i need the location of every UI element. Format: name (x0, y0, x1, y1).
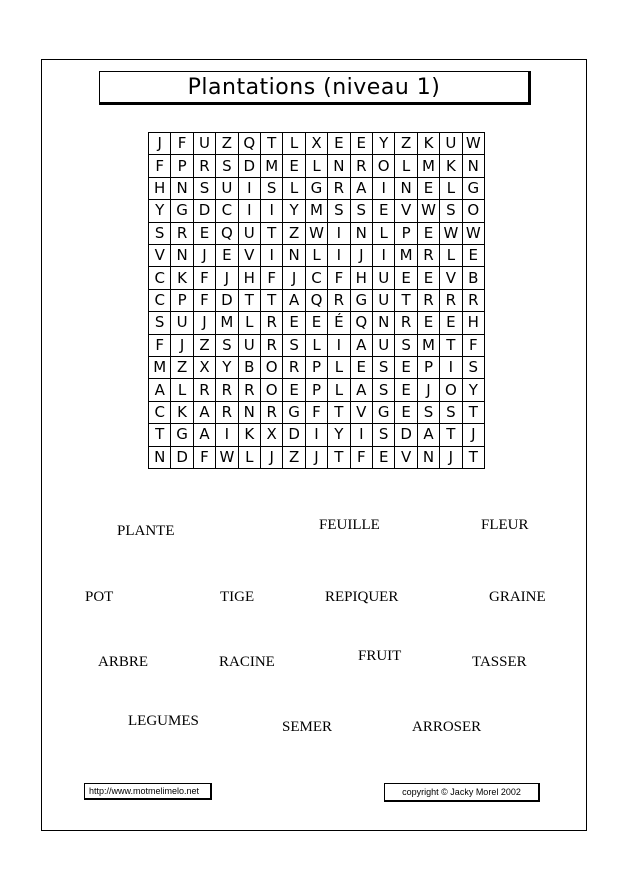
grid-cell: U (440, 133, 462, 155)
grid-cell: P (395, 223, 417, 245)
grid-cell: I (216, 424, 238, 446)
grid-cell: B (239, 357, 261, 379)
grid-cell: T (440, 424, 462, 446)
grid-cell: N (463, 155, 485, 177)
grid-cell: F (194, 290, 216, 312)
grid-cell: D (171, 447, 193, 469)
grid-cell: B (463, 267, 485, 289)
grid-cell: W (418, 200, 440, 222)
grid-cell: E (395, 379, 417, 401)
grid-cell: M (306, 200, 328, 222)
grid-cell: A (351, 335, 373, 357)
grid-cell: H (149, 178, 171, 200)
grid-cell: J (171, 335, 193, 357)
grid-cell: S (440, 402, 462, 424)
grid-cell: D (216, 290, 238, 312)
grid-cell: M (395, 245, 417, 267)
grid-cell: T (261, 223, 283, 245)
grid-cell: L (440, 178, 462, 200)
grid-cell: Z (283, 447, 305, 469)
grid-cell: U (373, 267, 395, 289)
grid-cell: F (306, 402, 328, 424)
grid-cell: S (373, 424, 395, 446)
word-graine: GRAINE (489, 589, 546, 605)
grid-cell: R (261, 402, 283, 424)
grid-cell: G (171, 200, 193, 222)
grid-cell: Z (283, 223, 305, 245)
grid-cell: G (373, 402, 395, 424)
grid-cell: U (216, 178, 238, 200)
grid-cell: E (283, 312, 305, 334)
grid-cell: D (395, 424, 417, 446)
grid-cell: É (328, 312, 350, 334)
grid-cell: E (463, 245, 485, 267)
grid-cell: U (239, 223, 261, 245)
grid-cell: P (171, 155, 193, 177)
grid-cell: W (216, 447, 238, 469)
grid-cell: L (395, 155, 417, 177)
grid-cell: R (328, 178, 350, 200)
grid-cell: R (463, 290, 485, 312)
grid-cell: A (351, 178, 373, 200)
grid-cell: T (395, 290, 417, 312)
grid-cell: O (373, 155, 395, 177)
grid-cell: J (194, 312, 216, 334)
grid-cell: M (261, 155, 283, 177)
grid-cell: S (261, 178, 283, 200)
grid-cell: M (418, 335, 440, 357)
grid-cell: O (261, 379, 283, 401)
grid-cell: I (440, 357, 462, 379)
grid-cell: E (418, 267, 440, 289)
grid-cell: D (239, 155, 261, 177)
grid-cell: E (194, 223, 216, 245)
grid-cell: K (418, 133, 440, 155)
grid-cell: P (306, 379, 328, 401)
word-tige: TIGE (220, 589, 255, 605)
grid-cell: L (373, 223, 395, 245)
word-search-grid (148, 132, 485, 469)
grid-cell: H (351, 267, 373, 289)
grid-cell: R (261, 335, 283, 357)
grid-cell: T (328, 402, 350, 424)
grid-cell: U (171, 312, 193, 334)
grid-cell: R (395, 312, 417, 334)
grid-cell: I (328, 335, 350, 357)
grid-cell: V (395, 200, 417, 222)
grid-cell: P (306, 357, 328, 379)
grid-cell: V (440, 267, 462, 289)
grid-cell: R (418, 245, 440, 267)
grid-cell: E (418, 223, 440, 245)
grid-cell: S (373, 357, 395, 379)
grid-cell: J (283, 267, 305, 289)
grid-cell: O (440, 379, 462, 401)
grid-cell: Z (194, 335, 216, 357)
grid-cell: E (306, 312, 328, 334)
grid-cell: K (171, 402, 193, 424)
grid-cell: X (194, 357, 216, 379)
grid-cell: K (171, 267, 193, 289)
grid-cell: I (239, 200, 261, 222)
grid-cell: J (440, 447, 462, 469)
grid-cell: S (194, 178, 216, 200)
grid-cell: E (395, 357, 417, 379)
grid-cell: V (149, 245, 171, 267)
grid-cell: S (328, 200, 350, 222)
word-fruit: FRUIT (358, 648, 402, 664)
grid-cell: I (261, 245, 283, 267)
word-tasser: TASSER (472, 654, 527, 670)
word-semer: SEMER (282, 719, 333, 735)
grid-cell: Y (216, 357, 238, 379)
grid-cell: R (216, 379, 238, 401)
grid-cell: Z (395, 133, 417, 155)
grid-cell: O (261, 357, 283, 379)
grid-cell: N (328, 155, 350, 177)
grid-cell: O (463, 200, 485, 222)
grid-cell: C (149, 290, 171, 312)
grid-cell: G (306, 178, 328, 200)
grid-cell: I (328, 245, 350, 267)
grid-cell: N (171, 245, 193, 267)
grid-cell: L (328, 357, 350, 379)
word-racine: RACINE (219, 654, 275, 670)
grid-cell: Y (149, 200, 171, 222)
grid-cell: E (373, 200, 395, 222)
word-fleur: FLEUR (481, 517, 529, 533)
grid-cell: M (149, 357, 171, 379)
grid-cell: F (194, 447, 216, 469)
grid-cell: J (194, 245, 216, 267)
grid-cell: E (283, 379, 305, 401)
grid-cell: S (149, 223, 171, 245)
grid-cell: E (283, 155, 305, 177)
grid-cell: E (328, 133, 350, 155)
grid-cell: R (216, 402, 238, 424)
grid-cell: K (440, 155, 462, 177)
grid-cell: I (239, 178, 261, 200)
grid-cell: S (216, 155, 238, 177)
grid-cell: E (440, 312, 462, 334)
grid-cell: G (463, 178, 485, 200)
grid-cell: T (239, 290, 261, 312)
grid-cell: W (463, 223, 485, 245)
grid-cell: I (328, 223, 350, 245)
grid-cell: N (239, 402, 261, 424)
grid-cell: L (239, 447, 261, 469)
grid-cell: L (440, 245, 462, 267)
grid-cell: S (440, 200, 462, 222)
grid-cell: G (171, 424, 193, 446)
grid-cell: H (239, 267, 261, 289)
grid-cell: R (351, 155, 373, 177)
grid-cell: S (216, 335, 238, 357)
grid-cell: J (149, 133, 171, 155)
grid-cell: M (418, 155, 440, 177)
grid-cell: D (283, 424, 305, 446)
grid-cell: I (351, 424, 373, 446)
grid-cell: J (216, 267, 238, 289)
grid-cell: P (171, 290, 193, 312)
footer-copyright: copyright © Jacky Morel 2002 (384, 783, 540, 802)
grid-cell: T (440, 335, 462, 357)
grid-cell: J (261, 447, 283, 469)
grid-cell: I (306, 424, 328, 446)
grid-cell: T (328, 447, 350, 469)
grid-cell: S (395, 335, 417, 357)
grid-cell: U (373, 290, 395, 312)
grid-cell: N (373, 312, 395, 334)
grid-cell: J (306, 447, 328, 469)
grid-cell: E (351, 357, 373, 379)
word-arroser: ARROSER (412, 719, 482, 735)
grid-cell: J (351, 245, 373, 267)
grid-cell: Z (171, 357, 193, 379)
grid-cell: F (149, 155, 171, 177)
grid-cell: L (283, 178, 305, 200)
grid-cell: S (418, 402, 440, 424)
grid-cell: S (283, 335, 305, 357)
grid-cell: C (149, 402, 171, 424)
grid-cell: E (216, 245, 238, 267)
grid-cell: N (418, 447, 440, 469)
grid-cell: L (283, 133, 305, 155)
grid-cell: J (463, 424, 485, 446)
grid-cell: F (351, 447, 373, 469)
grid-cell: J (418, 379, 440, 401)
grid-cell: T (261, 133, 283, 155)
grid-cell: C (149, 267, 171, 289)
grid-cell: W (306, 223, 328, 245)
grid-cell: T (149, 424, 171, 446)
grid-cell: W (463, 133, 485, 155)
grid-cell: T (463, 447, 485, 469)
grid-cell: Y (283, 200, 305, 222)
grid-cell: R (328, 290, 350, 312)
grid-cell: R (171, 223, 193, 245)
grid-cell: S (373, 379, 395, 401)
grid-cell: S (149, 312, 171, 334)
grid-cell: A (194, 402, 216, 424)
grid-cell: L (306, 155, 328, 177)
grid-cell: X (261, 424, 283, 446)
grid-cell: S (463, 357, 485, 379)
grid-cell: T (261, 290, 283, 312)
grid-cell: I (261, 200, 283, 222)
grid-cell: F (261, 267, 283, 289)
grid-cell: A (351, 379, 373, 401)
grid-cell: R (194, 379, 216, 401)
grid-cell: N (149, 447, 171, 469)
grid-cell: F (171, 133, 193, 155)
grid-cell: W (440, 223, 462, 245)
word-arbre: ARBRE (98, 654, 149, 670)
grid-cell: U (194, 133, 216, 155)
grid-cell: F (149, 335, 171, 357)
grid-cell: R (418, 290, 440, 312)
grid-cell: E (418, 178, 440, 200)
grid-cell: N (395, 178, 417, 200)
grid-cell: M (216, 312, 238, 334)
grid-cell: R (239, 379, 261, 401)
grid-cell: X (306, 133, 328, 155)
grid-cell: L (239, 312, 261, 334)
footer-url[interactable]: http://www.motmelimelo.net (84, 783, 212, 800)
word-legumes: LEGUMES (128, 713, 199, 729)
grid-cell: R (283, 357, 305, 379)
grid-cell: P (418, 357, 440, 379)
grid-cell: Y (463, 379, 485, 401)
grid-cell: V (395, 447, 417, 469)
grid-cell: G (283, 402, 305, 424)
word-feuille: FEUILLE (319, 517, 380, 533)
grid-cell: Q (239, 133, 261, 155)
word-plante: PLANTE (117, 523, 175, 539)
grid-cell: Q (216, 223, 238, 245)
grid-cell: E (418, 312, 440, 334)
page-title: Plantations (niveau 1) (99, 71, 531, 105)
grid-cell: N (171, 178, 193, 200)
grid-cell: E (351, 133, 373, 155)
grid-cell: E (395, 267, 417, 289)
grid-cell: L (328, 379, 350, 401)
grid-cell: C (216, 200, 238, 222)
grid-cell: D (194, 200, 216, 222)
grid-cell: N (351, 223, 373, 245)
grid-cell: A (418, 424, 440, 446)
grid-cell: L (171, 379, 193, 401)
grid-cell: V (239, 245, 261, 267)
word-repiquer: REPIQUER (325, 589, 399, 605)
grid-cell: N (283, 245, 305, 267)
grid-cell: F (328, 267, 350, 289)
grid-cell: L (306, 245, 328, 267)
grid-cell: Q (351, 312, 373, 334)
grid-cell: A (194, 424, 216, 446)
grid-cell: R (194, 155, 216, 177)
grid-cell: E (395, 402, 417, 424)
grid-cell: Q (306, 290, 328, 312)
grid-cell: Y (328, 424, 350, 446)
grid-cell: K (239, 424, 261, 446)
grid-cell: Z (216, 133, 238, 155)
grid-cell: I (373, 178, 395, 200)
grid-cell: F (463, 335, 485, 357)
grid-cell: H (463, 312, 485, 334)
grid-cell: F (194, 267, 216, 289)
grid-cell: E (373, 447, 395, 469)
word-pot: POT (85, 589, 114, 605)
grid-cell: A (149, 379, 171, 401)
grid-cell: U (239, 335, 261, 357)
grid-cell: S (351, 200, 373, 222)
grid-cell: U (373, 335, 395, 357)
grid-cell: V (351, 402, 373, 424)
grid-cell: C (306, 267, 328, 289)
grid-cell: R (440, 290, 462, 312)
grid-cell: Y (373, 133, 395, 155)
grid-cell: R (261, 312, 283, 334)
grid-cell: I (373, 245, 395, 267)
grid-cell: G (351, 290, 373, 312)
grid-cell: T (463, 402, 485, 424)
grid-cell: A (283, 290, 305, 312)
grid-cell: L (306, 335, 328, 357)
